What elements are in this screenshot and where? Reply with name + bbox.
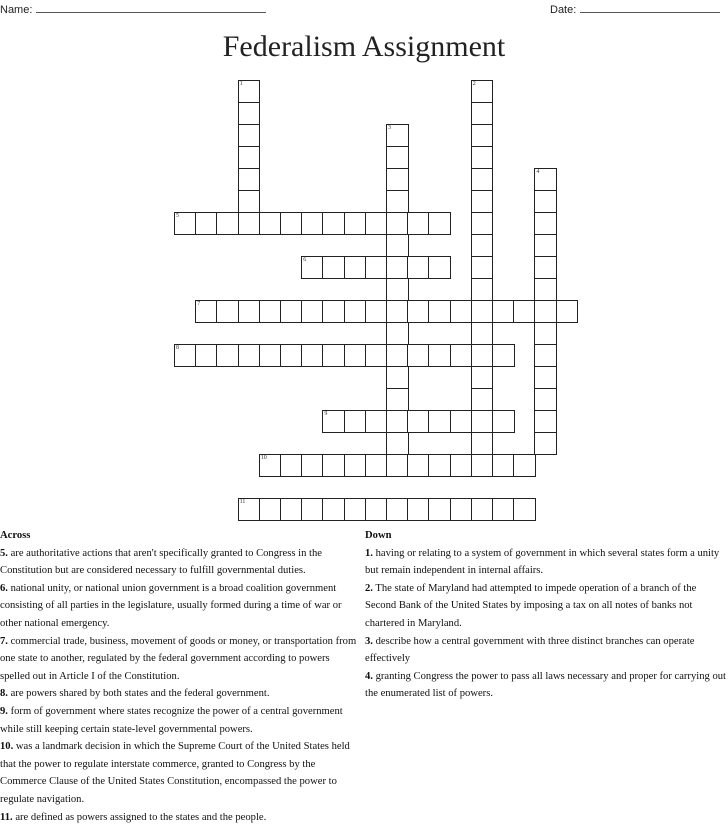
clue-number: 6. [0,583,8,594]
crossword-cell[interactable] [259,498,282,521]
crossword-cell[interactable] [534,234,557,257]
cell-number: 2 [473,81,476,87]
crossword-cell[interactable] [174,212,197,235]
crossword-cell[interactable] [344,410,367,433]
crossword-cell[interactable] [322,410,345,433]
crossword-cell[interactable] [195,300,218,323]
clue-text: are authoritative actions that aren't specifically granted to Congress in the Constitution but are considered necessary to fulfill governmental duties. [0,548,322,577]
crossword-cell[interactable] [471,80,494,103]
crossword-cell[interactable] [471,410,494,433]
crossword-cell[interactable] [238,168,261,191]
crossword-cell[interactable] [365,344,388,367]
crossword-cell[interactable] [365,410,388,433]
crossword-cell[interactable] [471,146,494,169]
crossword-cell[interactable] [428,212,451,235]
crossword-cell[interactable] [386,322,409,345]
crossword-cell[interactable] [238,80,261,103]
clue-text: The state of Maryland had attempted to impede operation of a branch of the Second Bank of the United States by imposing a tax on all notes of banks not chartered in Maryland. [365,583,696,629]
cell-number: 6 [303,257,306,263]
cell-number: 9 [324,411,327,417]
across-clue [0,545,362,580]
clue-number: 10. [0,741,13,752]
page-title: Federalism Assignment [0,30,728,64]
across-clue [0,809,362,826]
crossword-cell[interactable] [259,344,282,367]
crossword-cell[interactable] [492,498,515,521]
crossword-cell[interactable] [471,454,494,477]
crossword-cell[interactable] [407,212,430,235]
crossword-cell[interactable] [259,454,282,477]
crossword-cell[interactable] [407,454,430,477]
crossword-cell[interactable] [386,256,409,279]
clue-text: describe how a central government with three distinct branches can operate effectively [365,636,694,665]
crossword-cell[interactable] [386,366,409,389]
crossword-cell[interactable] [492,344,515,367]
crossword-cell[interactable] [344,212,367,235]
crossword-cell[interactable] [322,300,345,323]
crossword-cell[interactable] [280,300,303,323]
crossword-cell[interactable] [301,454,324,477]
crossword-cell[interactable] [534,410,557,433]
crossword-cell[interactable] [238,344,261,367]
crossword-cell[interactable] [280,498,303,521]
date-label: Date: [550,4,576,16]
crossword-cell[interactable] [492,410,515,433]
cell-number: 10 [261,455,267,461]
across-clues [0,527,362,826]
crossword-cell[interactable] [471,190,494,213]
crossword-cell[interactable] [492,300,515,323]
crossword-cell[interactable] [407,344,430,367]
down-clue [365,633,727,668]
clue-number: 3. [365,636,373,647]
across-clue [0,633,362,686]
down-clue [365,580,727,633]
cell-number: 8 [176,345,179,351]
crossword-cell[interactable] [428,256,451,279]
down-clue [365,668,727,703]
crossword-cell[interactable] [386,344,409,367]
cell-number: 4 [536,169,539,175]
cell-number: 5 [176,213,179,219]
crossword-cell[interactable] [216,300,239,323]
crossword-cell[interactable] [386,168,409,191]
crossword-cell[interactable] [471,300,494,323]
across-heading: Across [0,527,362,545]
crossword-cell[interactable] [365,454,388,477]
crossword-cell[interactable] [386,454,409,477]
crossword-cell[interactable] [471,366,494,389]
crossword-cell[interactable] [259,300,282,323]
crossword-cell[interactable] [471,234,494,257]
crossword-cell[interactable] [428,454,451,477]
across-clue [0,738,362,808]
crossword-cell[interactable] [492,454,515,477]
clue-number: 9. [0,706,8,717]
crossword-cell[interactable] [513,498,536,521]
down-clue [365,545,727,580]
clue-number: 4. [365,671,373,682]
crossword-cell[interactable] [471,344,494,367]
clue-number: 1. [365,548,373,559]
crossword-cell[interactable] [280,454,303,477]
crossword-cell[interactable] [534,322,557,345]
crossword-cell[interactable] [238,190,261,213]
crossword-cell[interactable] [471,278,494,301]
clue-number: 11. [0,812,13,823]
crossword-cell[interactable] [386,190,409,213]
crossword-cell[interactable] [365,212,388,235]
crossword-cell[interactable] [238,498,261,521]
clue-text: are defined as powers assigned to the states and the people. [13,812,267,823]
crossword-cell[interactable] [386,300,409,323]
crossword-cell[interactable] [534,212,557,235]
crossword-cell[interactable] [534,432,557,455]
crossword-cell[interactable] [259,212,282,235]
clue-text: form of government where states recognize the power of a central government while still keeping certain state-level governmental powers. [0,706,343,735]
crossword-cell[interactable] [407,410,430,433]
crossword-cell[interactable] [195,212,218,235]
crossword-cell[interactable] [238,102,261,125]
across-clue [0,580,362,633]
crossword-cell[interactable] [174,344,197,367]
clue-number: 8. [0,688,8,699]
crossword-cell[interactable] [471,256,494,279]
crossword-cell[interactable] [386,410,409,433]
crossword-cell[interactable] [534,366,557,389]
crossword-cell[interactable] [365,498,388,521]
crossword-cell[interactable] [471,124,494,147]
crossword-cell[interactable] [238,212,261,235]
crossword-cell[interactable] [386,278,409,301]
crossword-cell[interactable] [386,212,409,235]
crossword-cell[interactable] [365,300,388,323]
clue-number: 2. [365,583,373,594]
crossword-cell[interactable] [365,256,388,279]
clue-text: national unity, or national union government is a broad coalition government consisting of all parties in the legislature, usually formed during a time of war or other national emergency. [0,583,342,629]
crossword-cell[interactable] [407,498,430,521]
cell-number: 1 [240,81,243,87]
down-heading: Down [365,527,727,545]
crossword-cell[interactable] [344,454,367,477]
cell-number: 3 [388,125,391,131]
crossword-cell[interactable] [534,300,557,323]
crossword-cell[interactable] [238,300,261,323]
crossword-cell[interactable] [471,102,494,125]
cell-number: 11 [240,499,246,505]
crossword-cell[interactable] [428,344,451,367]
across-clue [0,703,362,738]
crossword-cell[interactable] [428,498,451,521]
crossword-cell[interactable] [450,344,473,367]
crossword-cell[interactable] [322,212,345,235]
crossword-cell[interactable] [471,432,494,455]
crossword-cell[interactable] [534,256,557,279]
cell-number: 7 [197,301,200,307]
crossword-cell[interactable] [450,454,473,477]
crossword-cell[interactable] [407,256,430,279]
crossword-cell[interactable] [534,388,557,411]
crossword-cell[interactable] [556,300,579,323]
clue-text: having or relating to a system of government in which several states form a unity but remain independent in internal affairs. [365,548,719,577]
crossword-cell[interactable] [301,212,324,235]
clue-text: granting Congress the power to pass all laws necessary and proper for carrying out the enumerated list of powers. [365,671,726,700]
crossword-cell[interactable] [280,212,303,235]
crossword-cell[interactable] [471,498,494,521]
crossword-cell[interactable] [534,278,557,301]
crossword-cell[interactable] [450,410,473,433]
crossword-cell[interactable] [344,300,367,323]
crossword-cell[interactable] [513,454,536,477]
crossword-cell[interactable] [386,498,409,521]
crossword-cell[interactable] [471,168,494,191]
clue-text: commercial trade, business, movement of goods or money, or transportation from one state to another, regulated by the federal government according to powers spelled out in Article I of the Constitution. [0,636,356,682]
crossword-cell[interactable] [471,212,494,235]
crossword-cell[interactable] [301,344,324,367]
crossword-cell[interactable] [216,212,239,235]
crossword-cell[interactable] [407,300,430,323]
crossword-cell[interactable] [238,146,261,169]
crossword-cell[interactable] [322,256,345,279]
crossword-cell[interactable] [280,344,303,367]
clue-text: was a landmark decision in which the Supreme Court of the United States held that the power to regulate interstate commerce, granted to Congress by the Commerce Clause of the United States Constitution, encompassed the power to regulate navigation. [0,741,350,805]
crossword-cell[interactable] [534,190,557,213]
down-clues [365,527,727,703]
crossword-cell[interactable] [471,388,494,411]
crossword-cell[interactable] [450,300,473,323]
crossword-cell[interactable] [386,388,409,411]
crossword-cell[interactable] [386,234,409,257]
crossword-cell[interactable] [428,410,451,433]
clue-number: 7. [0,636,8,647]
crossword-cell[interactable] [301,256,324,279]
crossword-cell[interactable] [344,498,367,521]
crossword-cell[interactable] [322,454,345,477]
crossword-cell[interactable] [322,344,345,367]
crossword-cell[interactable] [301,300,324,323]
across-clue [0,685,362,703]
crossword-cell[interactable] [322,498,345,521]
crossword-cell[interactable] [344,344,367,367]
crossword-cell[interactable] [386,432,409,455]
crossword-cell[interactable] [471,322,494,345]
crossword-cell[interactable] [386,124,409,147]
crossword-cell[interactable] [344,256,367,279]
name-label: Name: [0,4,32,16]
clue-text: are powers shared by both states and the federal government. [8,688,270,699]
clue-number: 5. [0,548,8,559]
crossword-cell[interactable] [386,146,409,169]
crossword-cell[interactable] [216,344,239,367]
crossword-cell[interactable] [534,168,557,191]
crossword-cell[interactable] [450,498,473,521]
crossword-cell[interactable] [238,124,261,147]
crossword-cell[interactable] [195,344,218,367]
crossword-cell[interactable] [534,344,557,367]
crossword-cell[interactable] [513,300,536,323]
crossword-cell[interactable] [301,498,324,521]
crossword-cell[interactable] [428,300,451,323]
